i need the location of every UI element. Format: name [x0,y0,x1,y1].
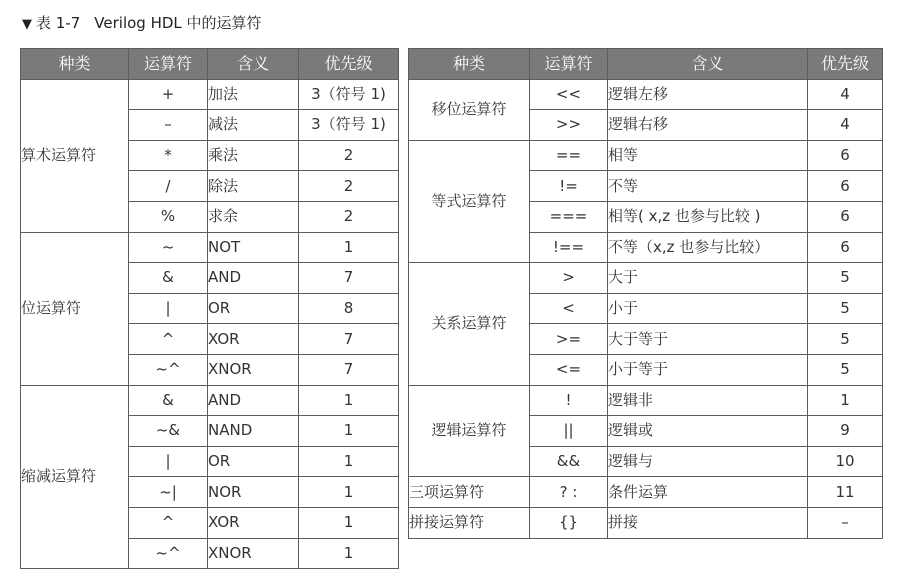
operator-cell: ? : [530,477,608,508]
priority-cell: 7 [299,354,399,385]
table-row [409,263,883,294]
header-category: 种类 [21,49,129,80]
meaning-cell: NOT [208,232,299,263]
table-row [21,385,399,416]
operator-cell: ^ [129,324,208,355]
meaning-cell: NAND [208,416,299,447]
meaning-cell: AND [208,263,299,294]
priority-cell: 1 [299,477,399,508]
operator-cell: % [129,201,208,232]
meaning-cell: 不等（x,z 也参与比较） [608,232,808,263]
table-row [409,140,883,171]
meaning-cell: 求余 [208,201,299,232]
priority-cell: 5 [808,293,883,324]
table-row [21,232,399,263]
operator-cell: ! [530,385,608,416]
table-caption [22,12,262,33]
priority-cell: 6 [808,171,883,202]
table-title: Verilog HDL 中的运算符 [94,14,262,32]
meaning-cell: 逻辑非 [608,385,808,416]
meaning-cell: NOR [208,477,299,508]
operator-cell: !== [530,232,608,263]
operator-cell: ~^ [129,538,208,569]
table-body [409,79,883,538]
meaning-cell: 加法 [208,79,299,110]
meaning-cell: 乘法 [208,140,299,171]
meaning-cell: 除法 [208,171,299,202]
priority-cell: 1 [299,232,399,263]
operator-cell: ^ [129,507,208,538]
triangle-marker-icon: ▼ [22,17,32,32]
operator-cell: | [129,293,208,324]
operator-cell: < [530,293,608,324]
header-meaning: 含义 [608,49,808,80]
operator-cell: != [530,171,608,202]
priority-cell: 6 [808,232,883,263]
header-priority: 优先级 [808,49,883,80]
priority-cell: 9 [808,416,883,447]
priority-cell: 5 [808,263,883,294]
priority-cell: 11 [808,477,883,508]
operator-cell: – [129,110,208,141]
operator-cell: / [129,171,208,202]
category-cell: 缩减运算符 [21,385,129,569]
priority-cell: 7 [299,324,399,355]
header-category: 种类 [409,49,530,80]
table-row [409,477,883,508]
meaning-cell: 逻辑或 [608,416,808,447]
priority-cell: 10 [808,446,883,477]
priority-cell: 4 [808,110,883,141]
priority-cell: 5 [808,324,883,355]
meaning-cell: 减法 [208,110,299,141]
meaning-cell: 大于 [608,263,808,294]
operator-cell: * [129,140,208,171]
meaning-cell: 逻辑左移 [608,79,808,110]
operator-cell: << [530,79,608,110]
category-cell: 关系运算符 [409,263,530,385]
category-cell: 三项运算符 [409,477,530,508]
priority-cell: – [808,507,883,538]
category-cell: 等式运算符 [409,140,530,262]
meaning-cell: XOR [208,507,299,538]
meaning-cell: OR [208,293,299,324]
operator-cell: === [530,201,608,232]
category-cell: 算术运算符 [21,79,129,232]
operator-cell: & [129,263,208,294]
priority-cell: 1 [299,538,399,569]
header-operator: 运算符 [530,49,608,80]
priority-cell: 2 [299,140,399,171]
category-cell: 逻辑运算符 [409,385,530,477]
priority-cell: 6 [808,140,883,171]
category-cell: 位运算符 [21,232,129,385]
operator-cell: ~& [129,416,208,447]
operator-cell: >= [530,324,608,355]
meaning-cell: 大于等于 [608,324,808,355]
header-priority: 优先级 [299,49,399,80]
table-number: 表 1-7 [36,14,81,32]
category-cell: 拼接运算符 [409,507,530,538]
table-body [21,79,399,569]
priority-cell: 2 [299,171,399,202]
priority-cell: 3（符号 1) [299,79,399,110]
meaning-cell: 相等( x,z 也参与比较 ) [608,201,808,232]
priority-cell: 1 [299,446,399,477]
operators-table-left [20,48,399,569]
meaning-cell: 不等 [608,171,808,202]
meaning-cell: XOR [208,324,299,355]
meaning-cell: 小于 [608,293,808,324]
priority-cell: 5 [808,354,883,385]
header-operator: 运算符 [129,49,208,80]
priority-cell: 1 [299,385,399,416]
meaning-cell: 小于等于 [608,354,808,385]
meaning-cell: 相等 [608,140,808,171]
category-cell: 移位运算符 [409,79,530,140]
operator-cell: & [129,385,208,416]
meaning-cell: XNOR [208,354,299,385]
operator-cell: >> [530,110,608,141]
meaning-cell: 逻辑右移 [608,110,808,141]
header-row [21,49,399,80]
operator-cell: + [129,79,208,110]
header-row [409,49,883,80]
meaning-cell: 拼接 [608,507,808,538]
operator-cell: && [530,446,608,477]
priority-cell: 8 [299,293,399,324]
priority-cell: 1 [299,416,399,447]
operators-table-right [408,48,883,539]
operator-cell: || [530,416,608,447]
table-row [409,507,883,538]
meaning-cell: AND [208,385,299,416]
header-meaning: 含义 [208,49,299,80]
operator-cell: ~ [129,232,208,263]
table-row [21,79,399,110]
operator-cell: | [129,446,208,477]
priority-cell: 7 [299,263,399,294]
meaning-cell: OR [208,446,299,477]
operator-cell: <= [530,354,608,385]
table-row [409,79,883,110]
operator-cell: > [530,263,608,294]
table-row [409,385,883,416]
priority-cell: 3（符号 1) [299,110,399,141]
meaning-cell: 逻辑与 [608,446,808,477]
priority-cell: 1 [808,385,883,416]
priority-cell: 1 [299,507,399,538]
priority-cell: 4 [808,79,883,110]
priority-cell: 2 [299,201,399,232]
operator-cell: ~^ [129,354,208,385]
priority-cell: 6 [808,201,883,232]
meaning-cell: XNOR [208,538,299,569]
operator-cell: ~| [129,477,208,508]
operator-cell: == [530,140,608,171]
meaning-cell: 条件运算 [608,477,808,508]
operator-cell: {} [530,507,608,538]
